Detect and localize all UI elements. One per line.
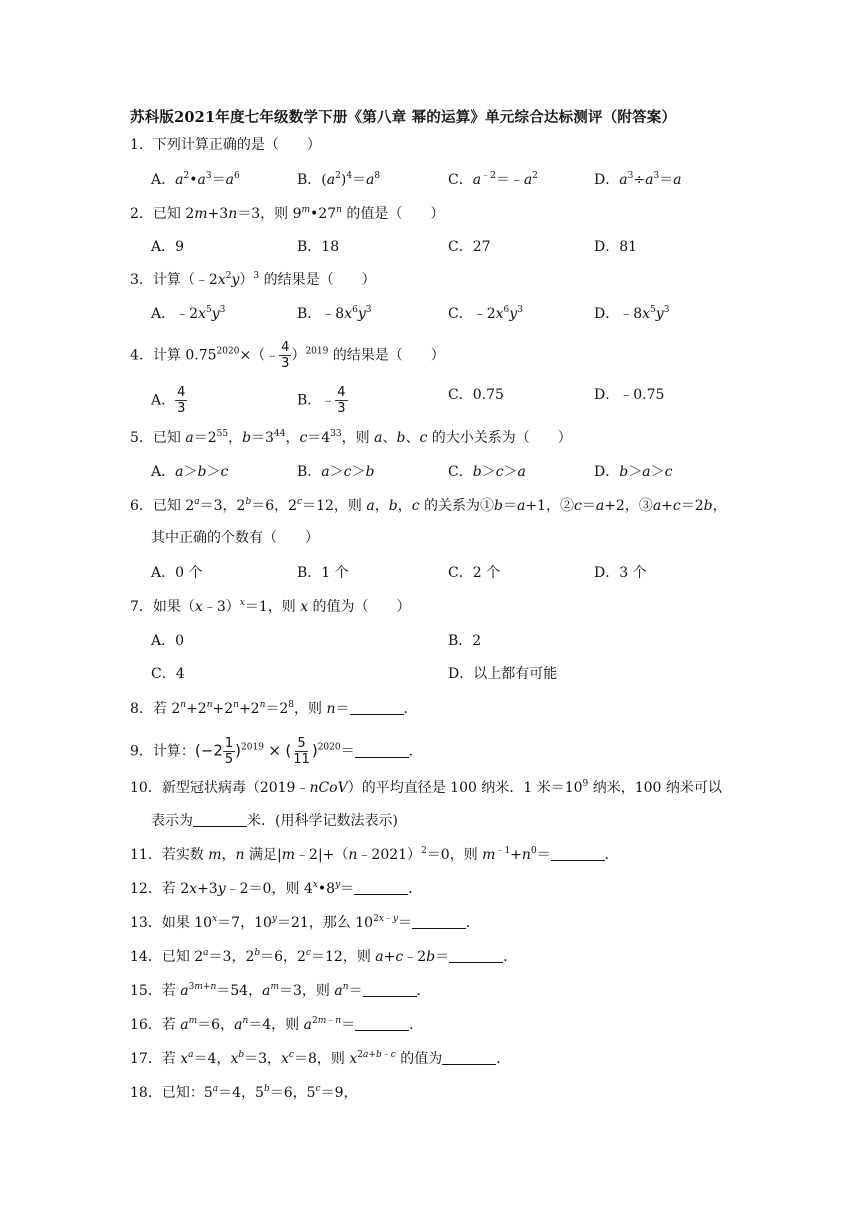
question-11-stem: 11．若实数 m，n 满足|m﹣2|+（n﹣2021）$^2$＝0，则 $m^{﹣1}+n^0=$ ． <box>130 846 619 863</box>
answer-blank <box>193 812 247 827</box>
question-4-option-b: B．﹣ $\frac{4}{3}$ <box>297 385 346 416</box>
answer-blank <box>442 1050 496 1065</box>
question-2-option-d: D．81 <box>594 239 638 255</box>
question-5-option-a: A．a＞b＞c <box>151 464 229 480</box>
question-1-option-a: A．$a^2•a^3=a^6$ <box>151 171 240 188</box>
answer-blank <box>412 914 466 929</box>
question-2-stem: 2．已知 2m+3n＝3，则 9$^m$•27$^n$ 的值是（ ） <box>130 205 445 222</box>
question-4-option-c: C．0.75 <box>448 387 504 403</box>
question-13-stem: 13．如果 $10^x=7$，$10^y=21$，那么 $10^{2x﹣y}=$ ． <box>130 914 481 931</box>
question-6-stem: 6．已知 $2^a=3$，$2^b=6$，$2^c=12$，则 a，b，c 的关系为①b＝a+1，②c＝a+2，③a+c＝2b， <box>130 497 727 514</box>
question-3-stem: 3．计算$(﹣2x^2y)^3$ 的结果是（ ） <box>130 271 376 288</box>
question-3-option-d: D．$﹣8x^5y^3$ <box>594 305 670 322</box>
question-6-option-c: C．2 个 <box>448 565 501 581</box>
question-10-stem-line2: 表示为 米．(用科学记数法表示) <box>151 813 398 829</box>
question-5-option-c: C．b＞c＞a <box>448 464 526 480</box>
question-6-option-b: B．1 个 <box>297 565 349 581</box>
question-7-option-c: C．4 <box>151 666 185 682</box>
question-15-stem: 15．若 $a^{3m+n}=54$，$a^m=3$，则 $a^n=$ ． <box>130 982 431 999</box>
question-10-stem: 10．新型冠状病毒（2019﹣nCoV）的平均直径是 100 纳米．1 米$=10^9$ 纳米，100 纳米可以 <box>130 779 722 796</box>
question-16-stem: 16．若 $a^m=6$，$a^n=4$，则 $a^{2m﹣n}=$ ． <box>130 1016 424 1033</box>
question-7-option-a: A．0 <box>151 633 185 649</box>
answer-blank <box>449 948 503 963</box>
question-7-stem: 7．如果（x﹣3）$^x$＝1，则 x 的值为（ ） <box>130 598 411 615</box>
question-6-option-d: D．3 个 <box>594 565 647 581</box>
answer-blank <box>354 880 408 895</box>
answer-blank <box>355 743 409 758</box>
question-4-stem: 4．计算 $0.75^{2020}\times(﹣$ $\frac{4}{3}$ ）$^{2019}$ 的结果是（ ） <box>130 340 445 371</box>
question-7-option-b: B．2 <box>448 633 482 649</box>
question-1-option-b: B．$(a^2)^4=a^8$ <box>297 171 381 188</box>
question-3-option-b: B．$﹣8x^6y^3$ <box>297 305 372 322</box>
question-8-stem: 8．若 $2^n+2^n+2^n+2^n=2^8$，则 n＝ ． <box>130 700 418 717</box>
question-1-stem: 1．下列计算正确的是（ ） <box>130 137 321 153</box>
question-6-option-a: A．0 个 <box>151 565 203 581</box>
question-2-option-b: B．18 <box>297 239 340 255</box>
question-9-stem: 9．计算：(−2 $\frac{1}{5}$ )$^{2019}$ × ( $\frac{5}{11}$ )$^{2020}$＝ ． <box>130 736 423 767</box>
question-7-option-d: D．以上都有可能 <box>448 666 558 682</box>
answer-blank <box>350 700 404 715</box>
question-1-option-c: C．$a^{﹣2}=﹣a^2$ <box>448 171 538 188</box>
question-17-stem: 17．若 $x^a=4$，$x^b=3$，$x^c=8$，则 $x^{2a+b﹣c}$ 的值为 ． <box>130 1050 511 1067</box>
question-4-option-d: D．﹣0.75 <box>594 387 665 403</box>
question-14-stem: 14．已知 $2^a=3$，$2^b=6$，$2^c=12$，则 a+c﹣2b＝ ． <box>130 948 518 965</box>
document-title: 苏科版2021年度七年级数学下册《第八章 幂的运算》单元综合达标测评（附答案） <box>130 109 677 126</box>
question-2-option-a: A．9 <box>151 239 185 255</box>
question-3-option-c: C．$﹣2x^6y^3$ <box>448 305 523 322</box>
answer-blank <box>551 846 605 861</box>
answer-blank <box>363 982 417 997</box>
question-18-stem: 18．已知：$5^a=4$，$5^b=6$，$5^c=9$， <box>130 1084 358 1101</box>
question-6-stem-line2: 其中正确的个数有（ ） <box>151 530 319 546</box>
question-4-option-a: A． $\frac{4}{3}$ <box>151 385 186 416</box>
question-5-option-d: D．b＞a＞c <box>594 464 673 480</box>
question-2-option-c: C．27 <box>448 239 491 255</box>
question-5-stem: 5．已知 $a=2^{55}$，$b=3^{44}$，$c=4^{33}$，则 a、b、c 的大小关系为（ ） <box>130 429 572 446</box>
question-12-stem: 12．若 2x+3y﹣2＝0，则 $4^x•8^y=$ ． <box>130 880 423 897</box>
question-3-option-a: A．$﹣2x^5y^3$ <box>151 305 226 322</box>
answer-blank <box>355 1016 409 1031</box>
question-5-option-b: B．a＞c＞b <box>297 464 375 480</box>
question-1-option-d: D．$a^3\div a^3=a$ <box>594 171 682 188</box>
